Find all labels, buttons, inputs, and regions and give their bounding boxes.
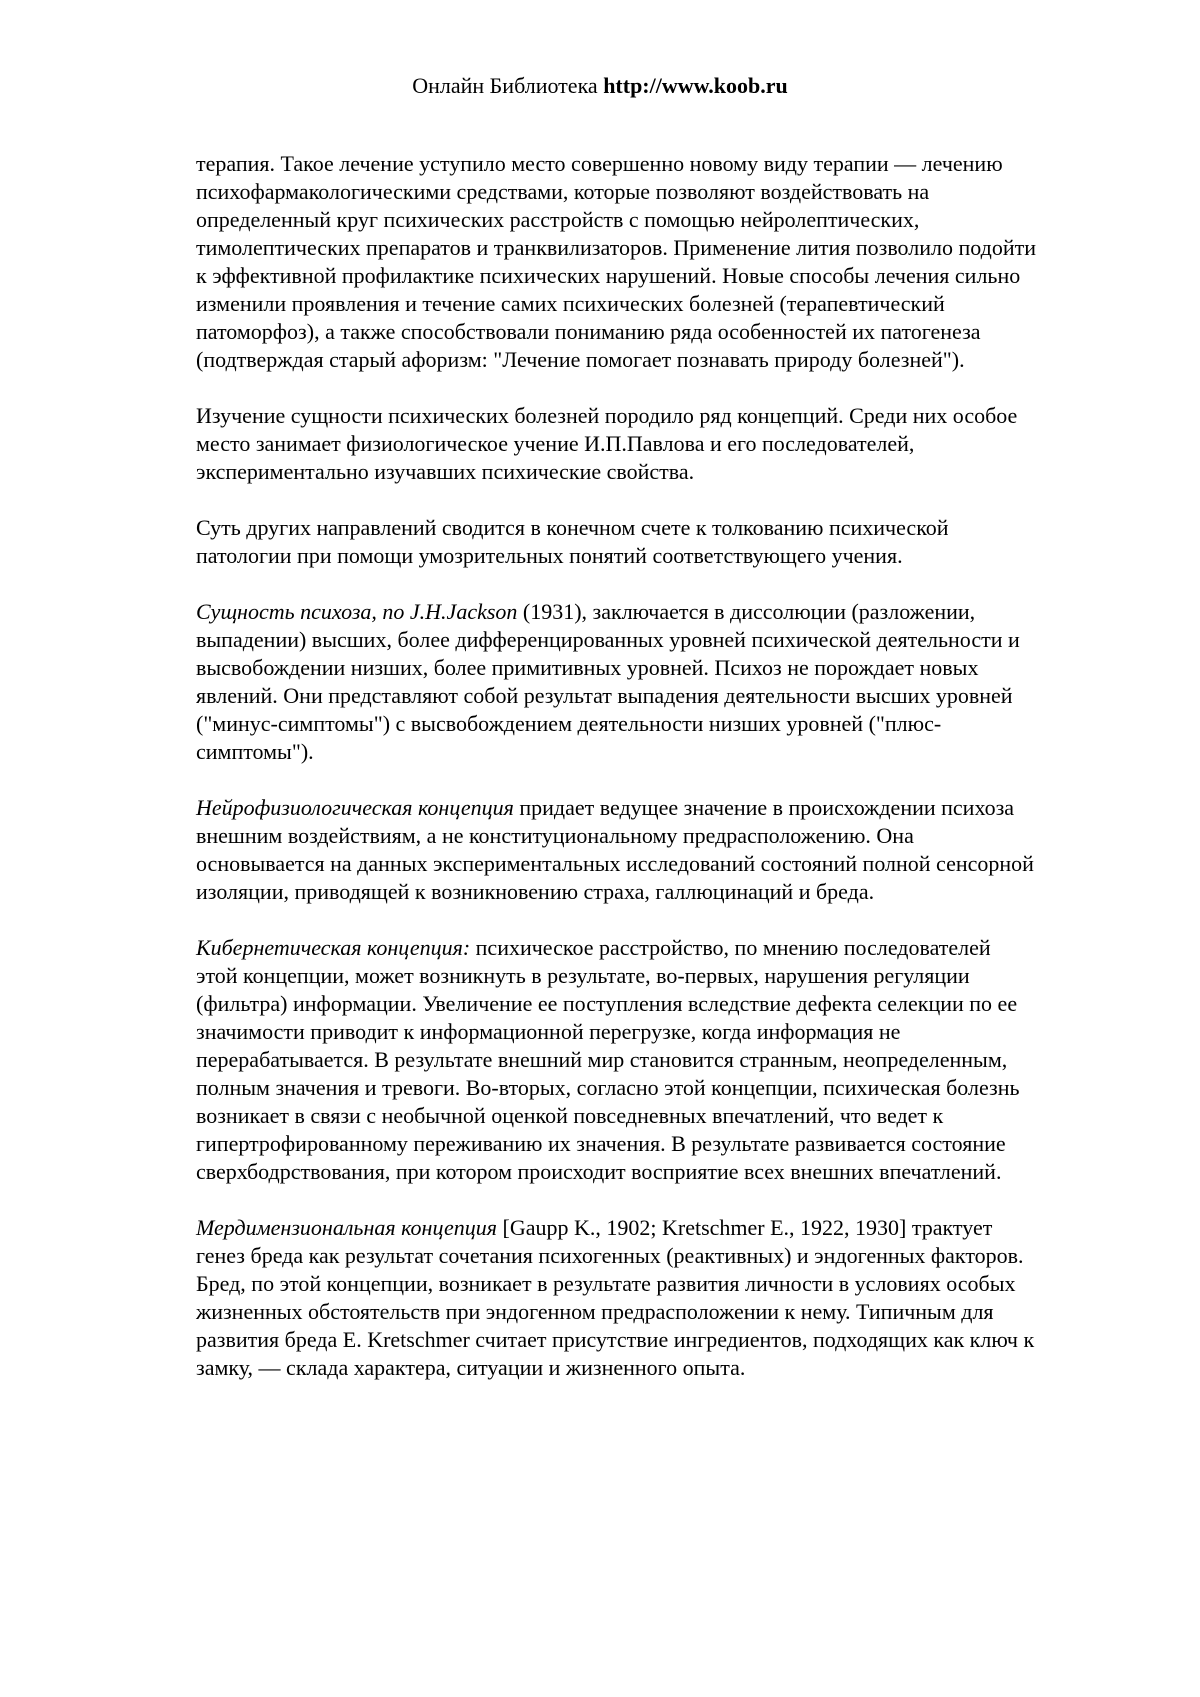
paragraph-text: [Gaupp K., 1902; Kretschmer E., 1922, 1930] трактует генез бреда как результат сочетания психогенных (реактивных) и эндогенных факторов. Бред, по этой концепции, возникает в результате развития личности в условиях особых жизненных обстоятельств при эндогенном предрасположении к нему. Типичным для развития бреда E. Kretschmer считает присутствие ингредиентов, подходящих как ключ к замку, — склада характера, ситуации и жизненного опыта. [196,1215,1035,1380]
paragraph-multidimensional [196,1214,1036,1382]
document-body [196,150,1036,1382]
paragraph-text: Изучение сущности психических болезней породило ряд концепций. Среди них особое место занимает физиологическое учение И.П.Павлова и его последователей, экспериментально изучавших психические свойства. [196,403,1018,484]
paragraph-lead: Кибернетическая концепция: [196,935,471,960]
paragraph-neurophysiological [196,794,1036,906]
paragraph-lead: Сущность психоза, по J.H.Jackson [196,599,518,624]
library-label: Онлайн Библиотека [412,73,598,98]
paragraph-cybernetic [196,934,1036,1186]
paragraph [196,402,1036,486]
paragraph [196,150,1036,374]
paragraph-text: терапия. Такое лечение уступило место совершенно новому виду терапии — лечению психофармакологическими средствами, которые позволяют воздействовать на определенный круг психических расстройств с помощью нейролептических, тимолептических препаратов и транквилизаторов. Применение лития позволило подойти к эффективной профилактике психических нарушений. Новые способы лечения сильно изменили проявления и течение самих психических болезней (терапевтический патоморфоз), а также способствовали пониманию ряда особенностей их патогенеза (подтверждая старый афоризм: "Лечение помогает познавать природу болезней"). [196,151,1036,372]
paragraph-text: Суть других направлений сводится в конечном счете к толкованию психической патологии при помощи умозрительных понятий соответствующего учения. [196,515,949,568]
page-header [0,72,1200,100]
paragraph-lead: Нейрофизиологическая концепция [196,795,514,820]
paragraph-text: (1931), заключается в диссолюции (разложении, выпадении) высших, более дифференцированных уровней психической деятельности и высвобождении низших, более примитивных уровней. Психоз не порождает новых явлений. Они представляют собой результат выпадения деятельности высших уровней ("минус-симптомы") с высвобождением деятельности низших уровней ("плюс-симптомы"). [196,599,1020,764]
paragraph-lead: Мердимензиональная концепция [196,1215,497,1240]
paragraph-text: психическое расстройство, по мнению последователей этой концепции, может возникнуть в результате, во-первых, нарушения регуляции (фильтра) информации. Увеличение ее поступления вследствие дефекта селекции по ее значимости приводит к информационной перегрузке, когда информация не перерабатывается. В результате внешний мир становится странным, неопределенным, полным значения и тревоги. Во-вторых, согласно этой концепции, психическая болезнь возникает в связи с необычной оценкой повседневных впечатлений, что ведет к гипертрофированному переживанию их значения. В результате развивается состояние сверхбодрствования, при котором происходит восприятие всех внешних впечатлений. [196,935,1020,1184]
library-url[interactable]: http://www.koob.ru [603,73,788,98]
paragraph-jackson [196,598,1036,766]
paragraph [196,514,1036,570]
paragraph-text: придает ведущее значение в происхождении психоза внешним воздействиям, а не конституциональному предрасположению. Она основывается на данных экспериментальных исследований состояний полной сенсорной изоляции, приводящей к возникновению страха, галлюцинаций и бреда. [196,795,1034,904]
